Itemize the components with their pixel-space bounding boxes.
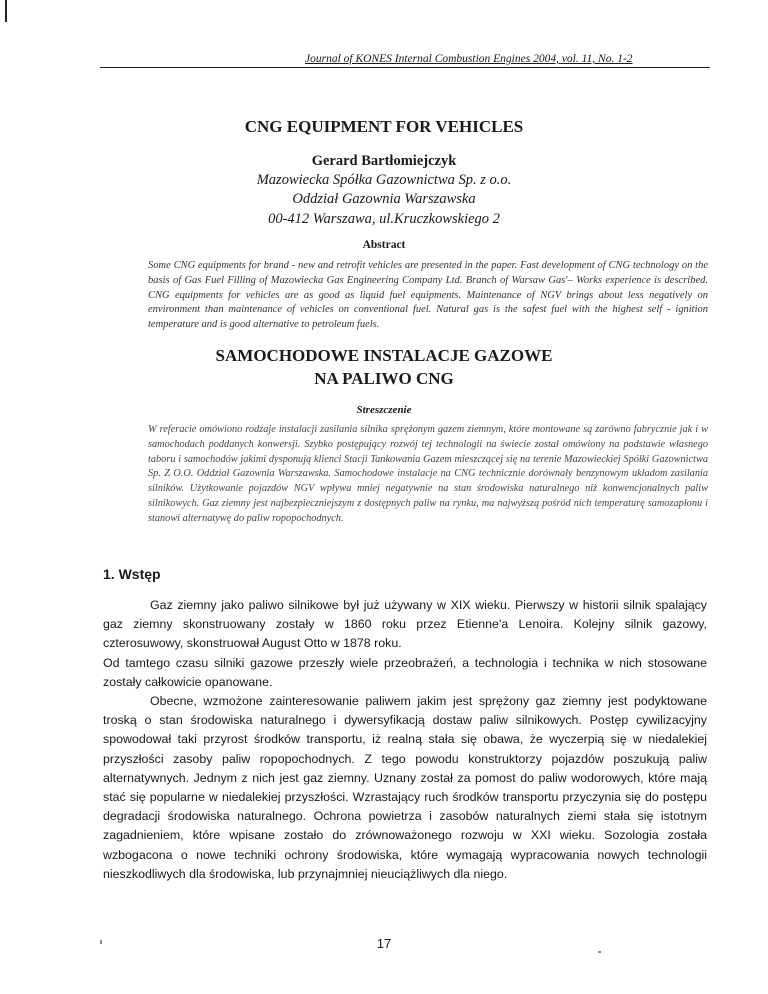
body-text xyxy=(103,596,707,884)
page-number: 17 xyxy=(376,936,392,951)
body-paragraph: Gaz ziemny jako paliwo silnikowe był już używany w XIX wieku. Pierwszy w historii silnik spalający gaz ziemny skonstruowany zostały w 1860 roku przez Etienne'a Lenoira. Kolejny silnik gazowy, czterosuwowy, skonstruował August Otto w 1878 roku. xyxy=(103,598,707,651)
paper-title-pl xyxy=(0,344,768,390)
author-name: Gerard Bartłomiejczyk xyxy=(311,153,457,169)
streszczenie-heading: Streszczenie xyxy=(356,404,412,416)
abstract-heading: Abstract xyxy=(362,239,406,251)
section-heading: 1. Wstęp xyxy=(103,566,161,582)
paper-title-pl-line: NA PALIWO CNG xyxy=(314,369,454,388)
journal-header: Journal of KONES Internal Combustion Engines 2004, vol. 11, No. 1-2 xyxy=(305,53,633,65)
body-paragraph: Obecne, wzmożone zainteresowanie paliwem jakim jest sprężony gaz ziemny jest podyktowane troską o stan środowiska naturalnego i dywersyfikacją dostaw paliw silnikowych. Postęp cywilizacyjny spowodował taki przyrost środków transportu, iż realną stała się obawa, że wyczerpią się w niedalekiej przyszłości zasoby paliw ropopochodnych. Z tego powodu konstruktorzy pojazdów poszukują paliw alternatywnych. Jednym z nich jest gaz ziemny. Uznany został za pomost do paliw wodorowych, które mają stać się popularne w niedalekiej przyszłości. Wzrastający ruch środków transportu przyczynia się do postępu degradacji środowiska naturalnego. Ochrona powietrza i zasobów naturalnych ziemi stała się istotnym zagadnieniem, które wpisane zostało do zrównoważonego rozwoju w XXI wieku. Sozologia została wzbogacona o nowe techniki ochrony środowiska, które wymagają wypracowania nowych technologii nieszkodliwych dla środowiska, lub przynajmniej nieuciążliwych dla niego. xyxy=(103,694,707,881)
affiliation-line: 00-412 Warszawa, ul.Kruczkowskiego 2 xyxy=(268,211,500,227)
affiliation-line: Mazowiecka Spółka Gazownictwa Sp. z o.o. xyxy=(256,172,512,188)
affiliation-line: Oddział Gazownia Warszawska xyxy=(292,191,476,207)
abstract-text: Some CNG equipments for brand - new and retrofit vehicles are presented in the paper. Fast development of CNG technology on the basis of Gas Fuel Filling of Mazowiecka Gas Engineering Company Ltd. Branch of Warsaw Gas'– Works experience is described. CNG equipments for vehicles are as good as liquid fuel equipments. Maintenance of NGV brings about less negatively on environment than maintenance of vehicles on conventional fuel. Natural gas is the safest fuel with the highest self - ignition temperature and is good alternative to petroleum fuels. xyxy=(148,260,708,331)
header-rule xyxy=(100,67,710,68)
paper-title-en: CNG EQUIPMENT FOR VEHICLES xyxy=(244,117,524,136)
body-paragraph: Od tamtego czasu silniki gazowe przeszły wiele przeobrażeń, a technologia i technika w nich stosowane zostały całkowicie opanowane. xyxy=(103,655,707,689)
streszczenie-text: W referacie omówiono rodzaje instalacji zasilania silnika sprężonym gazem ziemnym, które montowane są zarówno fabrycznie jak i w samochodach poddanych konwersji. Szybko postępujący rozwój tej technologii na świecie został omówiony na podstawie własnego taboru i samochodów jakimi dysponują klienci Stacji Tankowania Gazem mieszczącej się na terenie Mazowieckiej Spółki Gazownictwa Sp. Z O.O. Oddział Gazownia Warszawska. Samochodowe instalacje na CNG technicznie dorównały benzynowym układom zasilania silników. Użytkowanie pojazdów NGV wpływa mniej negatywnie na stan środowiska naturalnego niż konwencjonalnych paliw silnikowych. Gaz ziemny jest najbezpieczniejszym z dostępnych paliw na rynku, ma najwyższą pośród nich temperaturę samozapłonu i stanowi alternatywę do paliw ropopochodnych. xyxy=(148,424,708,524)
scan-edge-mark xyxy=(5,0,7,22)
paper-title-pl-line: SAMOCHODOWE INSTALACJE GAZOWE xyxy=(215,346,553,365)
scan-speck xyxy=(598,951,601,953)
